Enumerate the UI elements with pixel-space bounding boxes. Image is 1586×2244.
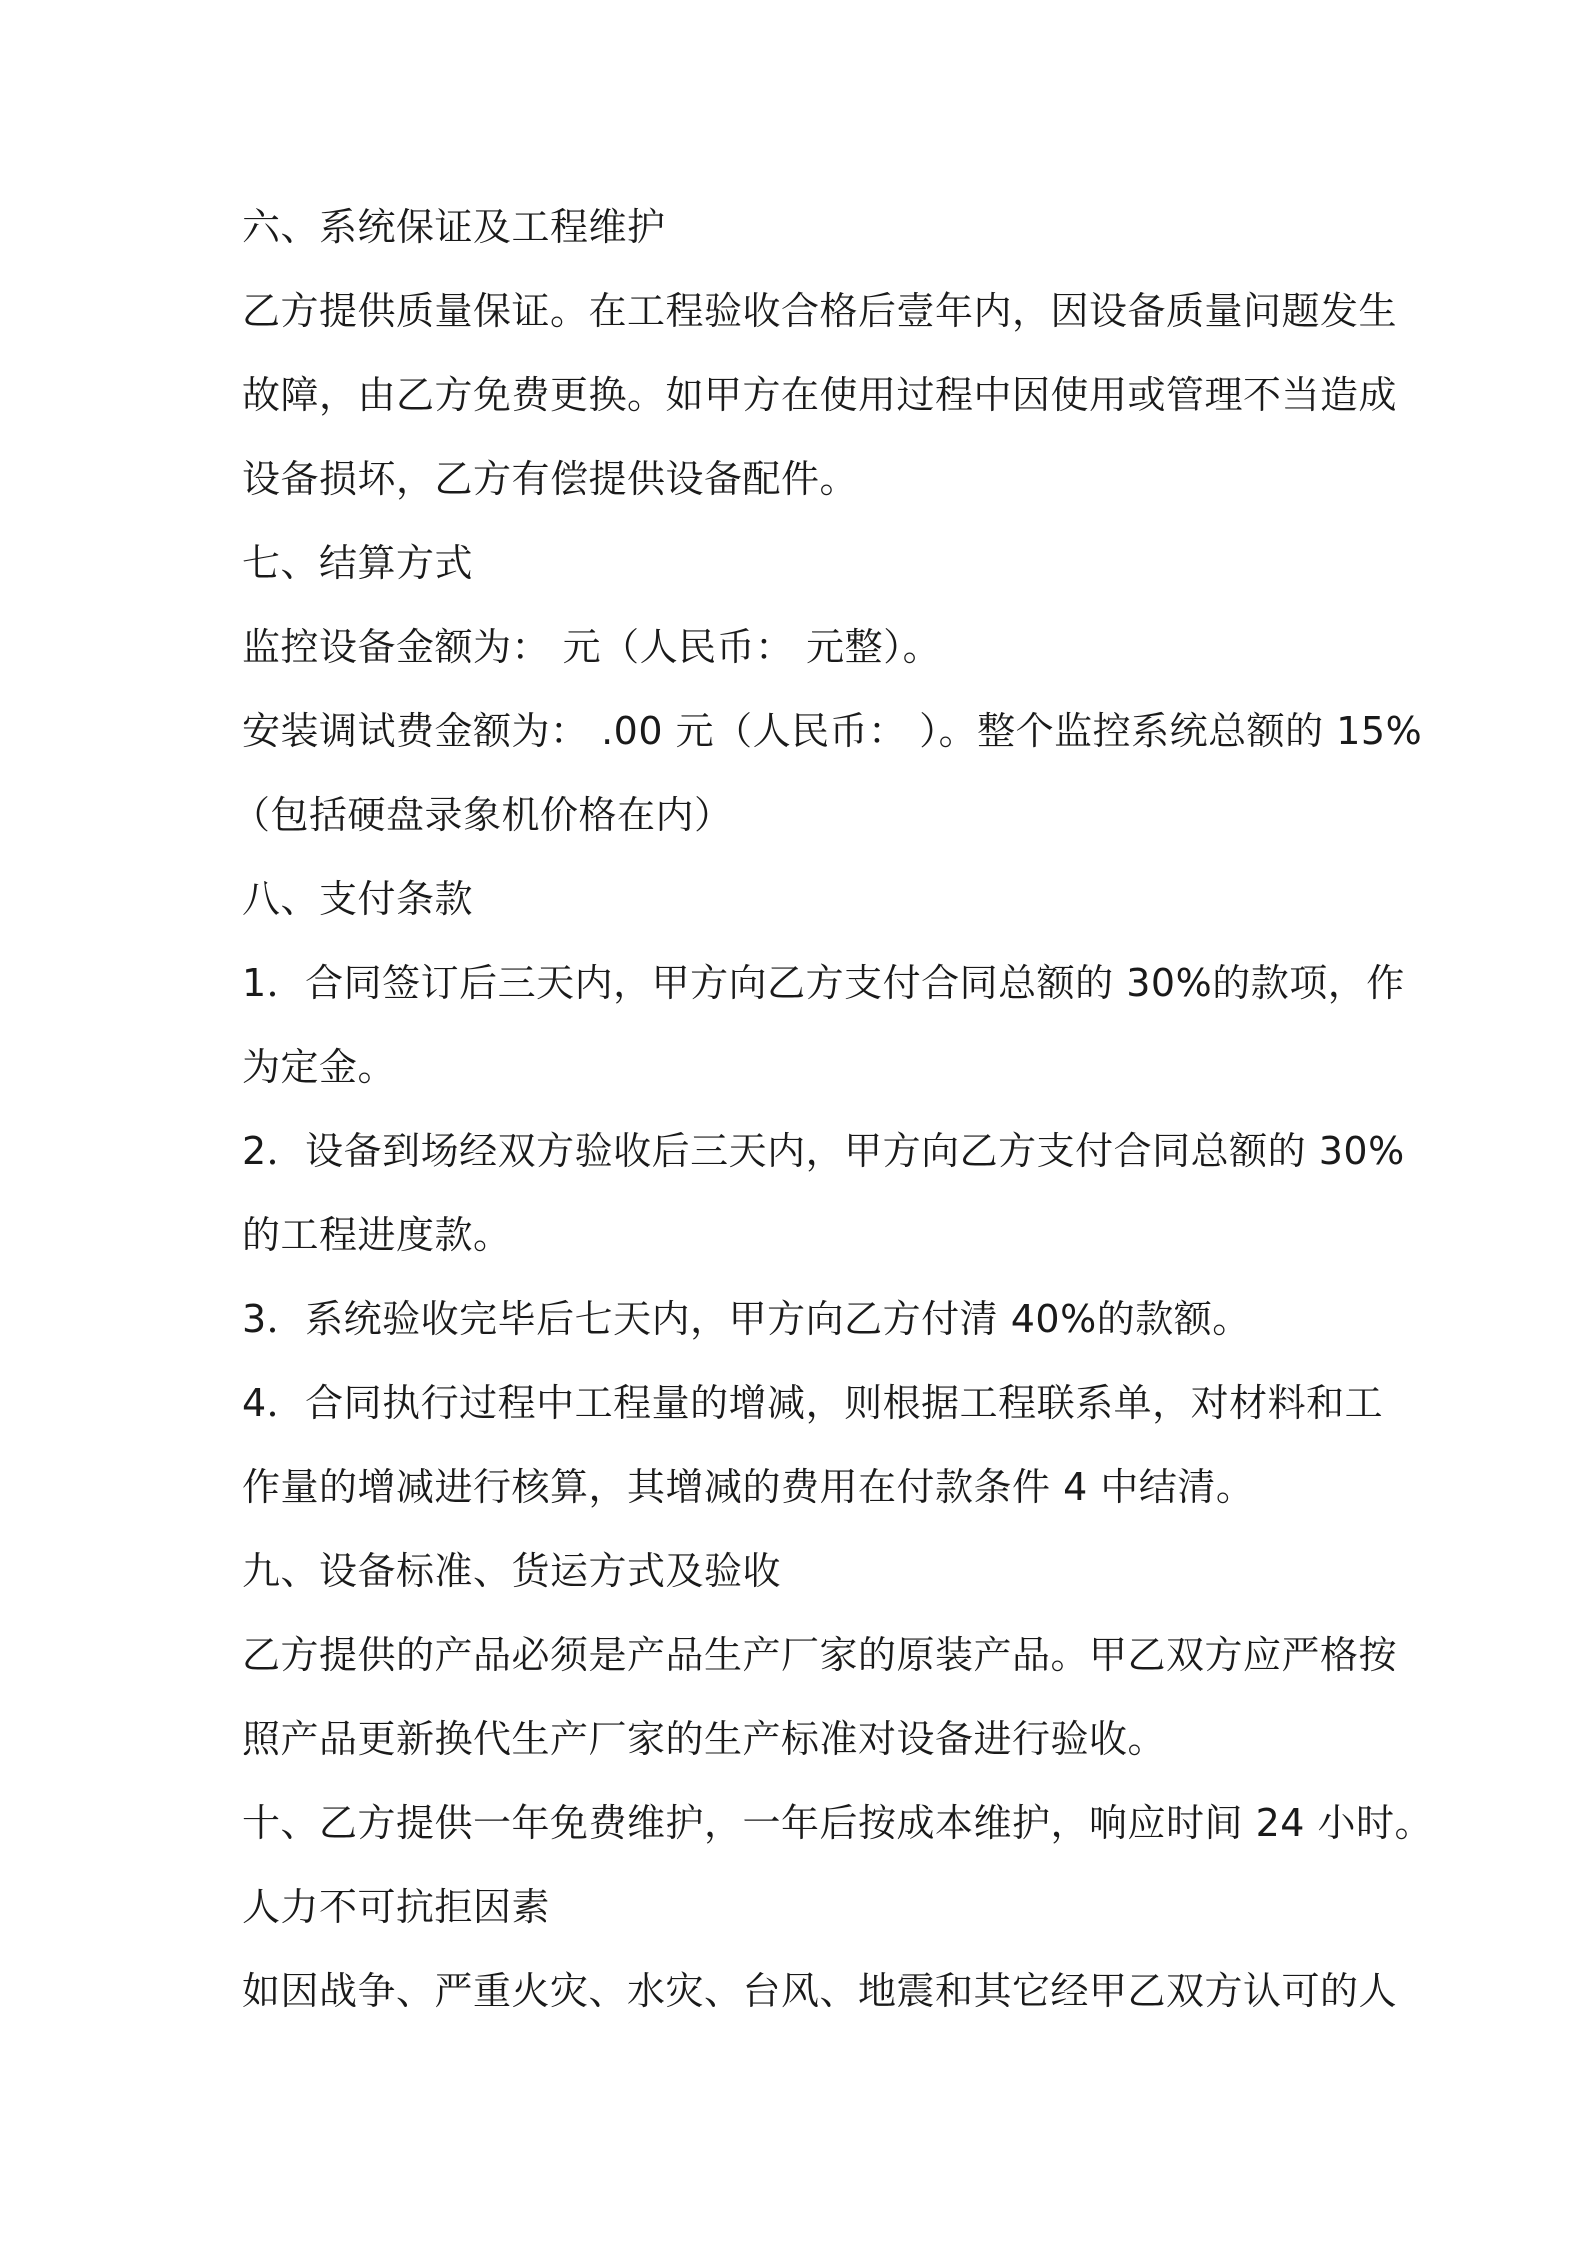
paragraph-line: 的工程进度款。: [242, 1213, 512, 1257]
paragraph-line: 作量的增减进行核算，其增减的费用在付款条件 4 中结清。: [242, 1465, 1255, 1509]
paragraph-line: 乙方提供质量保证。在工程验收合格后壹年内，因设备质量问题发生: [242, 289, 1398, 333]
section-heading-10: 十、乙方提供一年免费维护，一年后按成本维护，响应时间 24 小时。: [242, 1801, 1434, 1845]
payment-clause-3: 3．系统验收完毕后七天内，甲方向乙方付清 40%的款额。: [242, 1297, 1251, 1341]
paragraph-line: 故障，由乙方免费更换。如甲方在使用过程中因使用或管理不当造成: [242, 373, 1398, 417]
payment-clause-1: 1．合同签订后三天内，甲方向乙方支付合同总额的 30%的款项，作: [242, 961, 1405, 1005]
equipment-amount-line: 监控设备金额为： 元（人民币： 元整）。: [242, 625, 942, 669]
paragraph-line: （包括硬盘录象机价格在内）: [232, 793, 733, 837]
force-majeure-heading: 人力不可抗拒因素: [242, 1885, 551, 1929]
paragraph-line: 照产品更新换代生产厂家的生产标准对设备进行验收。: [242, 1717, 1167, 1761]
paragraph-line: 设备损坏，乙方有偿提供设备配件。: [242, 457, 859, 501]
section-heading-9: 九、设备标准、货运方式及验收: [242, 1549, 782, 1593]
section-heading-8: 八、支付条款: [242, 877, 474, 921]
installation-fee-line: 安装调试费金额为： .00 元（人民币： ）。整个监控系统总额的 15%: [242, 709, 1423, 753]
section-heading-7: 七、结算方式: [242, 541, 474, 585]
paragraph-line: 乙方提供的产品必须是产品生产厂家的原装产品。甲乙双方应严格按: [242, 1633, 1398, 1677]
payment-clause-2: 2．设备到场经双方验收后三天内，甲方向乙方支付合同总额的 30%: [242, 1129, 1405, 1173]
paragraph-line: 为定金。: [242, 1045, 397, 1089]
section-heading-6: 六、系统保证及工程维护: [242, 205, 666, 249]
paragraph-line: 如因战争、严重火灾、水灾、台风、地震和其它经甲乙双方认可的人: [242, 1969, 1398, 2013]
payment-clause-4: 4．合同执行过程中工程量的增减，则根据工程联系单，对材料和工: [242, 1381, 1384, 1425]
